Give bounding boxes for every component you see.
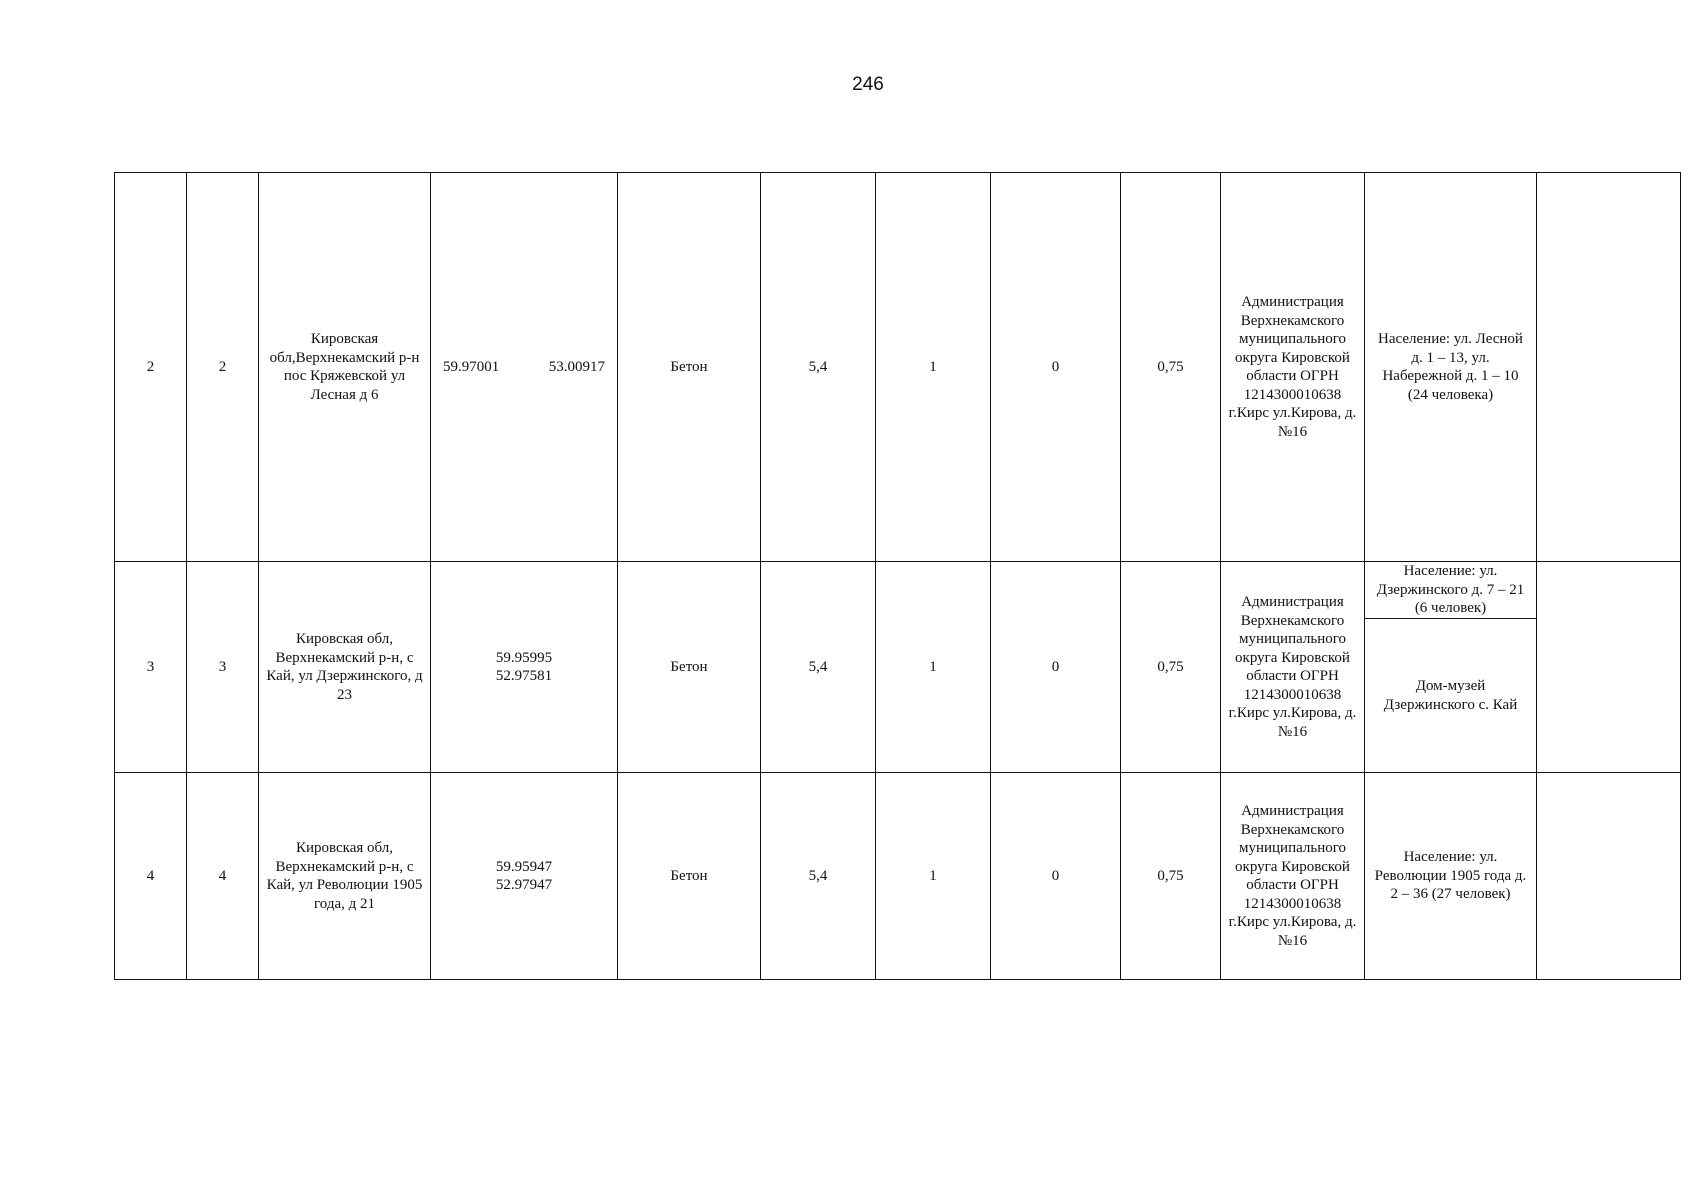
source-cell-population: Население: ул. Дзержинского д. 7 – 21 (6 человек): [1365, 562, 1537, 619]
page-number: 246: [852, 74, 884, 95]
surface-cell: Бетон: [618, 173, 761, 562]
area-cell: 5,4: [761, 562, 876, 773]
row-number: 2: [115, 173, 187, 562]
area-cell: 5,4: [761, 173, 876, 562]
owner-cell: Администрация Верхнекамского муниципального округа Кировской области ОГРН 1214300010638 г.Кирс ул.Кирова, д.№16: [1221, 173, 1365, 562]
note-cell: [1537, 562, 1681, 773]
latitude: 59.97001: [443, 358, 500, 375]
longitude: 53.00917: [548, 358, 605, 375]
table-row: [115, 773, 1681, 980]
registry-number: 2: [187, 173, 259, 562]
volume-cell: 0,75: [1121, 562, 1221, 773]
registry-table: [114, 172, 1681, 980]
address-cell: Кировская обл,Верхнекамский р-н пос Кряжевской ул Лесная д 6: [259, 173, 431, 562]
source-cell: Население: ул. Революции 1905 года д. 2 – 36 (27 человек): [1365, 773, 1537, 980]
latitude: 59.95995: [495, 649, 553, 666]
address-cell: Кировская обл, Верхнекамский р-н, с Кай, ул Революции 1905 года, д 21: [259, 773, 431, 980]
longitude: 52.97581: [495, 668, 553, 684]
volume-cell: 0,75: [1121, 773, 1221, 980]
latitude: 59.95947: [495, 858, 553, 875]
note-cell: [1537, 773, 1681, 980]
longitude: 52.97947: [495, 877, 553, 893]
registry-number: 4: [187, 773, 259, 980]
planned-cell: 0: [991, 173, 1121, 562]
owner-cell: Администрация Верхнекамского муниципального округа Кировской области ОГРН 1214300010638 г.Кирс ул.Кирова, д.№16: [1221, 562, 1365, 773]
containers-cell: 1: [876, 773, 991, 980]
area-cell: 5,4: [761, 773, 876, 980]
coordinates-cell: [431, 173, 618, 562]
table-row: [115, 173, 1681, 562]
planned-cell: 0: [991, 562, 1121, 773]
planned-cell: 0: [991, 773, 1121, 980]
coordinates-cell: [431, 562, 618, 773]
table-row: [115, 562, 1681, 619]
source-cell-museum: Дом-музей Дзержинского с. Кай: [1365, 619, 1537, 773]
containers-cell: 1: [876, 173, 991, 562]
address-cell: Кировская обл, Верхнекамский р-н, с Кай, ул Дзержинского, д 23: [259, 562, 431, 773]
containers-cell: 1: [876, 562, 991, 773]
row-number: 4: [115, 773, 187, 980]
note-cell: [1537, 173, 1681, 562]
registry-number: 3: [187, 562, 259, 773]
row-number: 3: [115, 562, 187, 773]
volume-cell: 0,75: [1121, 173, 1221, 562]
source-cell: Население: ул. Лесной д. 1 – 13, ул. Набережной д. 1 – 10 (24 человека): [1365, 173, 1537, 562]
surface-cell: Бетон: [618, 562, 761, 773]
coordinates-cell: [431, 773, 618, 980]
owner-cell: Администрация Верхнекамского муниципального округа Кировской области ОГРН 1214300010638 г.Кирс ул.Кирова, д.№16: [1221, 773, 1365, 980]
surface-cell: Бетон: [618, 773, 761, 980]
